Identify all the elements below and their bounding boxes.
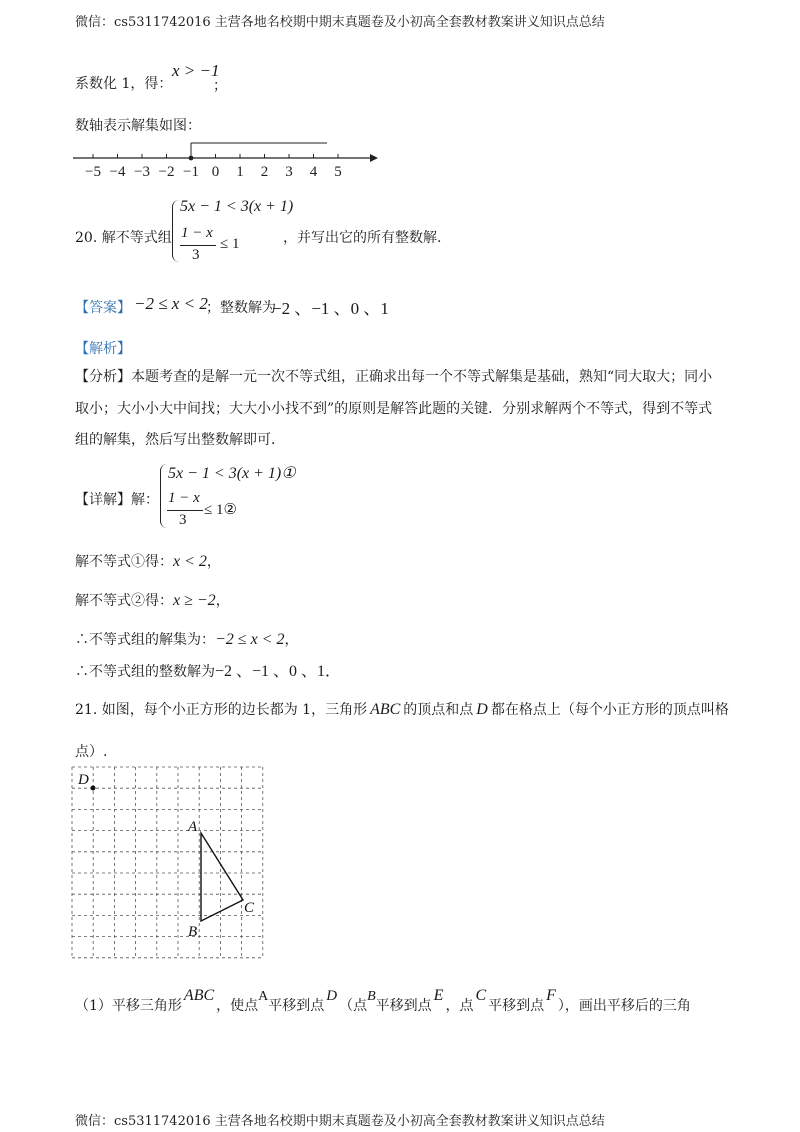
q21-text-a: 21. 如图，每个小正方形的边长都为 1，三角形: [75, 702, 368, 718]
p1-point-c: C: [475, 987, 487, 1004]
point-d: [91, 786, 96, 791]
p1-point-f: F: [546, 987, 556, 1004]
q21-part1: [75, 987, 691, 1017]
q21-line-2: 点）.: [75, 744, 108, 760]
step-3-end: ，: [284, 632, 299, 648]
number-line: [65, 136, 385, 186]
answer-ints: −2 、−1 、0 、1: [272, 299, 389, 318]
numberline-label: 2: [260, 164, 269, 180]
q20-frac-den: 3: [192, 247, 200, 263]
step-1-text: 解不等式①得：: [75, 554, 173, 570]
detail-brace: [160, 464, 167, 528]
step-2-math: x ≥ −2: [173, 592, 216, 609]
triangle-abc: [201, 833, 243, 921]
q21-text-c: 都在格点上（每个小正方形的顶点叫格: [490, 702, 729, 718]
numberline-label: 0: [211, 164, 220, 180]
p1-abc: ABC: [183, 987, 215, 1004]
step-1: [75, 551, 221, 571]
q20-frac-num: 1 − x: [181, 225, 213, 241]
numberline-label: −2: [158, 164, 175, 180]
step-2-end: ，: [215, 593, 230, 609]
numberline-label: −5: [85, 164, 101, 180]
label-c: C: [244, 900, 255, 916]
q20-tail: ，并写出它的所有整数解.: [283, 230, 442, 246]
q21-text-b: 的顶点和点: [403, 702, 474, 718]
q21-d: D: [476, 701, 488, 718]
step-4: [75, 658, 341, 681]
p1-c: 平移到点: [268, 998, 325, 1014]
numberline-label: 1: [236, 164, 244, 180]
numberline-label: −4: [109, 164, 126, 180]
p1-e: 平移到点: [375, 998, 432, 1014]
p1-b: ，使点: [216, 998, 259, 1014]
numberline-label: 5: [334, 164, 342, 180]
step-3-math: −2 ≤ x < 2: [215, 631, 285, 648]
q21-line-1: [75, 699, 729, 719]
q20-eq1: 5x − 1 < 3(x + 1): [180, 198, 294, 215]
step-1-math: x < 2: [173, 553, 207, 570]
step-4-text: ∴不等式组的整数解为: [75, 664, 215, 680]
step-1-end: ，: [206, 554, 221, 570]
q21-abc: ABC: [370, 701, 401, 718]
numberline-caption: 数轴表示解集如图：: [75, 118, 201, 134]
step-3-text: ∴不等式组的解集为：: [75, 632, 215, 648]
coef-line: [75, 73, 172, 93]
p1-point-a: A: [258, 989, 269, 1004]
coef-end: ；: [213, 78, 227, 94]
step-3: [75, 629, 298, 649]
p1-point-d: D: [326, 988, 338, 1004]
q20-brace: [172, 200, 179, 262]
detail-frac-bar: [167, 510, 203, 511]
numberline-label: −1: [183, 164, 199, 180]
answer-text: ；整数解为: [206, 300, 276, 316]
grid-figure: [60, 760, 280, 980]
detail-eq1: 5x − 1 < 3(x + 1)①: [168, 465, 296, 482]
step-2-text: 解不等式②得：: [75, 593, 173, 609]
detail-frac-den: 3: [179, 512, 187, 528]
step-4-math: −2 、−1 、0 、1．: [215, 663, 342, 680]
p1-g: 平移到点: [488, 998, 545, 1014]
detail-frac-rel: ≤ 1②: [204, 502, 237, 518]
p1-h: ），画出平移后的三角: [557, 998, 691, 1014]
label-d: D: [78, 772, 89, 788]
p1-f: ，点: [445, 998, 474, 1014]
analysis-line-3: 组的解集，然后写出整数解即可．: [75, 432, 285, 448]
label-b: B: [188, 924, 198, 940]
label-a: A: [188, 819, 198, 835]
numberline-label: 3: [285, 164, 293, 180]
p1-point-b: B: [367, 989, 376, 1004]
p1-a: （1）平移三角形: [75, 998, 182, 1014]
q20-frac-bar: [180, 245, 216, 246]
analysis-line-2: 取小；大小小大中间找；大大小小找不到”的原则是解答此题的关键．分别求解两个不等式，得到不等式: [75, 401, 713, 417]
coef-text: 系数化 1，得：: [75, 76, 173, 92]
answer-tag: 【答案】: [75, 300, 131, 316]
p1-point-e: E: [433, 987, 444, 1004]
q20-label: 20. 解不等式组: [75, 230, 172, 246]
step-2: [75, 590, 230, 610]
page-footer: 微信：cs5311742016 主营各地名校期中期末真题卷及小初高全套教材教案讲义知识点总结: [75, 1114, 605, 1129]
detail-frac-num: 1 − x: [168, 490, 200, 506]
page-header: 微信：cs5311742016 主营各地名校期中期末真题卷及小初高全套教材教案讲义知识点总结: [75, 15, 605, 30]
p1-d: （点: [339, 998, 368, 1014]
open-endpoint: [189, 156, 194, 161]
analysis-tag: 【解析】: [75, 341, 131, 357]
answer-result: −2 ≤ x < 2: [134, 294, 208, 313]
q20-frac-rel: ≤ 1: [220, 236, 240, 252]
numberline-label: −3: [134, 164, 150, 180]
detail-label: 【详解】解：: [75, 492, 159, 508]
numberline-label: 4: [309, 164, 318, 180]
analysis-line-1: 【分析】本题考查的是解一元一次不等式组，正确求出每一个不等式解集是基础，熟知“同大取大；同小: [75, 369, 713, 385]
coef-result: x > −1: [172, 61, 220, 80]
